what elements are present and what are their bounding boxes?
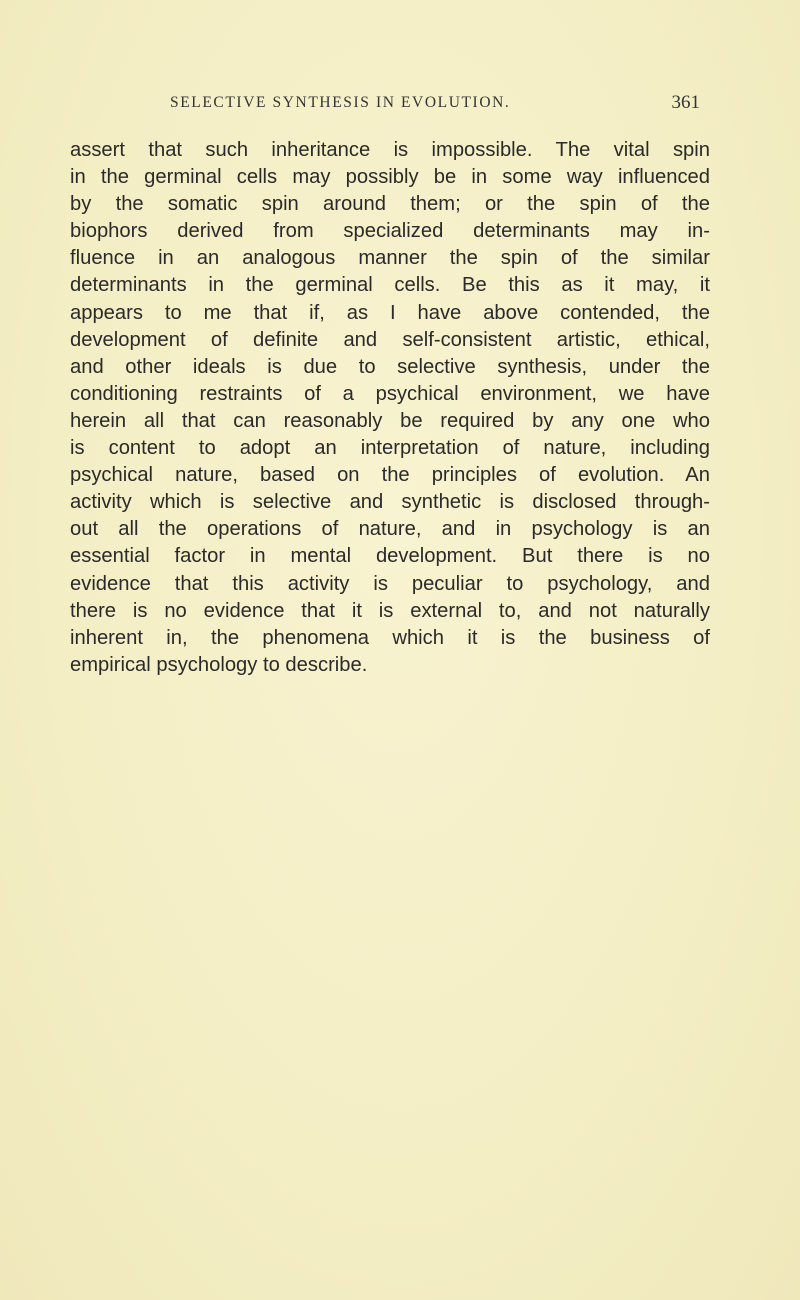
text-line: assert that such inheritance is impossible. The vital spin xyxy=(70,139,710,161)
text-line: by the somatic spin around them; or the spin of the xyxy=(70,193,710,216)
running-title: SELECTIVE SYNTHESIS IN EVOLUTION. xyxy=(170,94,511,111)
text-line: activity which is selective and synthetic is disclosed through- xyxy=(70,491,710,514)
text-line: appears to me that if, as I have above contended, the xyxy=(70,301,710,324)
text-line: evidence that this activity is peculiar to psychology, and xyxy=(70,572,710,595)
text-line: in the germinal cells may possibly be in some way influenced xyxy=(70,166,710,189)
running-head xyxy=(170,94,700,118)
text-line: and other ideals is due to selective synthesis, under the xyxy=(70,355,710,378)
text-line: out all the operations of nature, and in psychology is an xyxy=(70,518,710,541)
text-line: essential factor in mental development. But there is no xyxy=(70,545,710,568)
text-line: psychical nature, based on the principles of evolution. An xyxy=(70,464,710,487)
text-line: development of definite and self-consistent artistic, ethical, xyxy=(70,328,710,351)
text-line: inherent in, the phenomena which it is the business of xyxy=(70,626,710,649)
text-line: biophors derived from specialized determinants may in- xyxy=(70,220,710,243)
text-line: determinants in the germinal cells. Be this as it may, it xyxy=(70,274,710,297)
text-line: is content to adopt an interpretation of nature, including xyxy=(70,437,710,460)
text-line: empirical psychology to describe. xyxy=(70,653,368,676)
text-line: conditioning restraints of a psychical environment, we have xyxy=(70,382,710,405)
page-number: 361 xyxy=(671,92,700,113)
body-paragraph xyxy=(70,137,710,679)
text-line: there is no evidence that it is external to, and not naturally xyxy=(70,599,710,622)
text-line: herein all that can reasonably be required by any one who xyxy=(70,409,710,432)
text-line: fluence in an analogous manner the spin of the similar xyxy=(70,247,710,270)
